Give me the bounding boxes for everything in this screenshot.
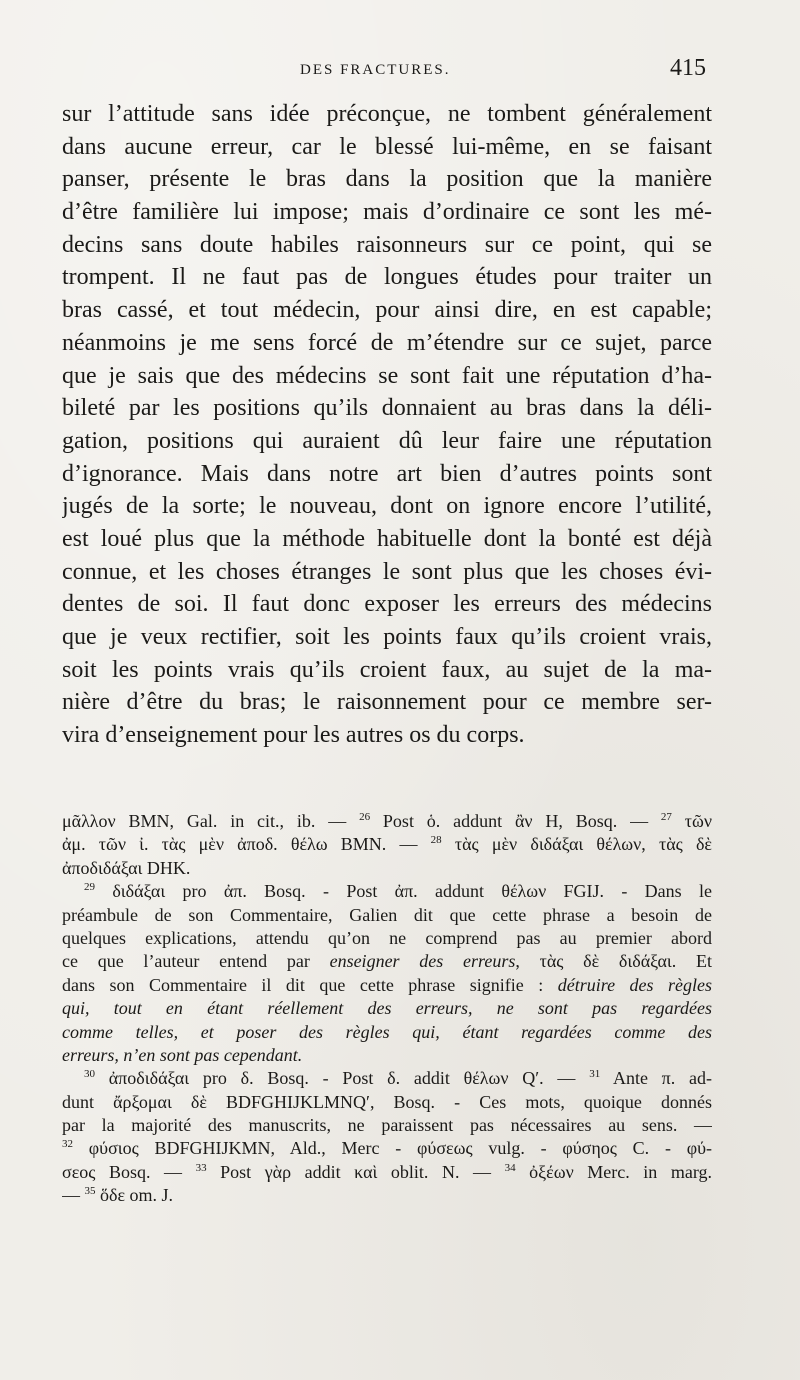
footnote-text: ὀξέων Merc. in marg. — [515, 1161, 712, 1182]
text-line: nière d’être du bras; le raisonnement pour ce membre ser- — [62, 689, 712, 716]
footnote-text: ἀποδιδάξαι pro δ. Bosq. - Post δ. addit θέλων Q′. — — [95, 1068, 590, 1089]
footnote-text: — — [62, 1185, 85, 1206]
footnote-marker: 31 — [589, 1068, 601, 1081]
text-line: bileté par les positions qu’ils donnaient au bras dans la déli- — [62, 395, 712, 422]
footnote-marker: 27 — [660, 811, 672, 823]
text-line: panser, présente le bras dans la position que la manière — [62, 166, 712, 193]
footnote-line: erreurs, n’en sont pas cependant. — [62, 1044, 303, 1065]
footnote-text: ce que l’auteur entend par — [62, 951, 330, 972]
footnote-text: Post ὁ. addunt ἂν H, Bosq. — — [370, 811, 661, 831]
footnote-line — [62, 857, 712, 880]
text-line: est loué plus que la méthode habituelle dont la bonté est déjà — [62, 525, 712, 552]
text-line: vira d’enseignement pour les autres os du corps. — [62, 722, 525, 749]
main-text-block — [62, 98, 712, 752]
text-line: d’être familière lui impose; mais d’ordinaire ce sont les mé- — [62, 199, 712, 226]
footnote-line — [62, 810, 712, 833]
footnote-text: μᾶλλον BMN, Gal. in cit., ib. — — [62, 811, 360, 831]
footnote-line — [62, 1161, 712, 1184]
text-line: sur l’attitude sans idée préconçue, ne tombent généralement — [62, 101, 712, 127]
footnote-text: τὰς μὲν διδάξαι θέλων, τὰς δὲ — [441, 834, 712, 855]
text-line: bras cassé, et tout médecin, pour ainsi dire, en est capable; — [62, 297, 712, 324]
footnote-text: διδάξαι pro ἀπ. Bosq. - Post ἀπ. addunt θέλων FGIJ. - Dans le — [95, 881, 712, 902]
footnote-line: qui, tout en étant réellement des erreurs, ne sont pas regardées — [62, 998, 712, 1019]
page-number: 415 — [670, 55, 706, 81]
footnotes-block — [62, 810, 712, 1208]
footnote-text: φύσιος BDFGHIJKMN, Ald., Merc - φύσεως vulg. - φύσηος C. - φύ- — [73, 1138, 712, 1159]
footnote-italic-text: enseigner des erreurs — [329, 951, 516, 972]
footnote-text: , τὰς δὲ διδάξαι. Et — [515, 951, 712, 972]
footnote-line — [62, 974, 712, 997]
footnote-text: ὅδε om. J. — [95, 1185, 174, 1206]
text-line: trompent. Il ne faut pas de longues études pour traiter un — [62, 264, 712, 291]
footnote-text: dans son Commentaire il dit que cette phrase signifie : — [62, 974, 558, 995]
text-line: decins sans doute habiles raisonneurs sur ce point, qui se — [62, 231, 712, 258]
footnote-line: préambule de son Commentaire, Galien dit que cette phrase a besoin de — [62, 904, 712, 925]
footnote-marker: 34 — [504, 1161, 516, 1174]
footnote-italic-text: détruire des règles — [557, 974, 712, 995]
footnote-line: quelques explications, attendu qu’on ne comprend pas au premier abord — [62, 927, 712, 948]
footnote-marker: 35 — [84, 1185, 96, 1198]
footnote-marker: 33 — [195, 1161, 207, 1174]
footnote-line — [62, 950, 712, 973]
footnote-text: ἀμ. τῶν ἰ. τὰς μὲν ἀποδ. θέλω BMN. — — [62, 834, 431, 855]
footnote-text: τῶν — [671, 811, 712, 831]
text-line: que je veux rectifier, soit les points faux qu’ils croient vrais, — [62, 624, 712, 650]
footnote-marker: 30 — [84, 1068, 95, 1081]
footnote-marker: 28 — [430, 834, 442, 847]
footnote-line — [62, 880, 712, 903]
footnote-line — [62, 1137, 712, 1160]
running-title: DES FRACTURES. — [300, 62, 451, 78]
footnote-text: Post γὰρ addit καὶ oblit. N. — — [206, 1161, 505, 1182]
footnote-line — [62, 833, 712, 856]
footnote-line — [62, 1067, 712, 1090]
footnote-text: ἀποδιδάξαι DHK. — [62, 857, 191, 878]
text-line: jugés de la sorte; le nouveau, dont on ignore encore l’utilité, — [62, 493, 712, 520]
text-line: d’ignorance. Mais dans notre art bien d’autres points sont — [62, 460, 712, 487]
footnote-text: σεος Bosq. — — [62, 1161, 196, 1182]
footnote-line: par la majorité des manuscrits, ne paraissent pas nécessaires au sens. — — [62, 1115, 712, 1136]
footnote-line — [62, 1184, 712, 1207]
footnote-text: Ante π. ad- — [600, 1068, 712, 1089]
footnote-marker: 26 — [359, 811, 371, 823]
text-line: soit les points vrais qu’ils croient faux, au sujet de la ma- — [62, 656, 712, 683]
footnote-line: dunt ἄρξομαι δὲ BDFGHIJKLMNQ′, Bosq. - Ces mots, quoique donnés — [62, 1091, 712, 1112]
footnote-marker: 32 — [62, 1138, 73, 1151]
text-line: que je sais que des médecins se sont fait une réputation d’ha- — [62, 362, 712, 389]
text-line: gation, positions qui auraient dû leur faire une réputation — [62, 427, 712, 454]
text-line: néanmoins je me sens forcé de m’étendre sur ce sujet, parce — [62, 329, 712, 356]
footnote-marker: 29 — [84, 881, 95, 894]
text-line: connue, et les choses étranges le sont plus que les choses évi- — [62, 558, 712, 585]
text-line: dentes de soi. Il faut donc exposer les erreurs des médecins — [62, 591, 712, 618]
footnote-line: comme telles, et poser des règles qui, étant regardées comme des — [62, 1021, 712, 1042]
text-line: dans aucune erreur, car le blessé lui-même, en se faisant — [62, 133, 712, 160]
